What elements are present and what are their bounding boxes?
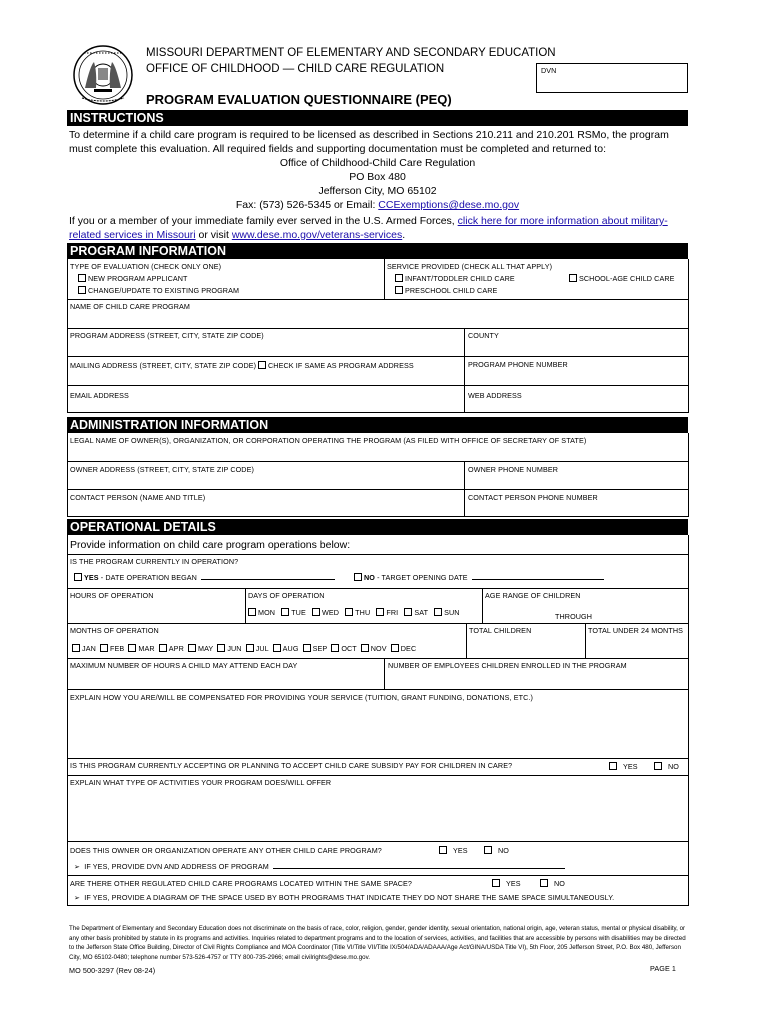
other-program-question: DOES THIS OWNER OR ORGANIZATION OPERATE ANY OTHER CHILD CARE PROGRAM? (70, 846, 382, 855)
veterans-services-link[interactable]: www.dese.mo.gov/veterans-services (231, 229, 403, 241)
mailing-address-field[interactable]: MAILING ADDRESS (STREET, CITY, STATE ZIP CODE) (70, 361, 257, 370)
type-of-evaluation-label: TYPE OF EVALUATION (CHECK ONLY ONE) (70, 262, 222, 271)
subsidy-yes-checkbox[interactable]: YES (609, 762, 638, 771)
other-program-yes-checkbox[interactable]: YES (439, 846, 468, 855)
administration-information-header: ADMINISTRATION INFORMATION (67, 417, 688, 433)
month-nov-checkbox[interactable]: NOV (361, 644, 387, 653)
months-checkboxes (72, 644, 416, 653)
month-aug-checkbox[interactable]: AUG (273, 644, 299, 653)
month-oct-checkbox[interactable]: OCT (331, 644, 356, 653)
service-provided-label: SERVICE PROVIDED (CHECK ALL THAT APPLY) (387, 262, 553, 271)
day-thu-checkbox[interactable]: THU (345, 608, 370, 617)
military-services-link[interactable]: click here for more information about military-related services in Missouri (69, 215, 668, 241)
web-address-field[interactable]: WEB ADDRESS (468, 391, 522, 400)
month-jun-checkbox[interactable]: JUN (217, 644, 241, 653)
return-address-pobox: PO Box 480 (349, 171, 406, 183)
month-sep-checkbox[interactable]: SEP (303, 644, 328, 653)
page-title: PROGRAM EVALUATION QUESTIONNAIRE (PEQ) (146, 92, 452, 107)
day-mon-checkbox[interactable]: MON (248, 608, 275, 617)
return-address-city: Jefferson City, MO 65102 (318, 185, 437, 197)
military-info (69, 214, 689, 242)
military-text: If you or a member of your immediate family ever served in the U.S. Armed Forces, (69, 215, 458, 227)
hours-of-operation-field[interactable]: HOURS OF OPERATION (70, 591, 154, 600)
other-program-dvn-field[interactable]: ➢ IF YES, PROVIDE DVN AND ADDRESS OF PROGRAM (74, 861, 565, 871)
same-space-no-checkbox[interactable]: NO (540, 879, 565, 888)
office-name: OFFICE OF CHILDHOOD — CHILD CARE REGULATION (146, 63, 445, 75)
same-as-program-address-checkbox[interactable]: CHECK IF SAME AS PROGRAM ADDRESS (258, 361, 414, 370)
month-feb-checkbox[interactable]: FEB (100, 644, 124, 653)
operational-details-header: OPERATIONAL DETAILS (67, 519, 688, 535)
email-address-field[interactable]: EMAIL ADDRESS (70, 391, 129, 400)
missouri-seal-logo (72, 44, 134, 106)
department-name: MISSOURI DEPARTMENT OF ELEMENTARY AND SECONDARY EDUCATION (146, 47, 556, 59)
same-space-question: ARE THERE OTHER REGULATED CHILD CARE PROGRAMS LOCATED WITHIN THE SAME SPACE? (70, 879, 413, 888)
month-may-checkbox[interactable]: MAY (188, 644, 213, 653)
program-phone-field[interactable]: PROGRAM PHONE NUMBER (468, 360, 568, 369)
military-end: . (402, 229, 406, 241)
dvn-label: DVN (541, 66, 557, 75)
nondiscrimination-notice: The Department of Elementary and Secondary Education does not discriminate on the basis of race, color, religion, gender, gender identity, sexual orientation, national origin, age, veteran status, mental or physical disability, or any other basis prohibited by statute in its programs and activities. Inquiries related to department programs and to the location of services, activities, and facilities that are accessible by persons with disabilities may be directed to the Jefferson State Office Building, Director of Civil Rights Compliance and MOA Coordinator (Title VI/Title VII/Title IX/504/ADA/ADAAA/Age Act/GINA/USDA Title VI), 5th Floor, 205 Jefferson Street, P.O. Box 480, Jefferson City, MO 65102-0480; telephone number 573-526-4757 or TTY 800-735-2966; email civilrights@dese.mo.gov. (69, 925, 686, 961)
day-fri-checkbox[interactable]: FRI (376, 608, 398, 617)
day-sun-checkbox[interactable]: SUN (434, 608, 459, 617)
same-space-diagram-note: ➢ IF YES, PROVIDE A DIAGRAM OF THE SPACE USED BY BOTH PROGRAMS THAT INDICATE THEY DO NOT SHARE THE SAME SPACE SIMULTANEOUSLY. (74, 893, 615, 902)
dvn-field[interactable] (536, 63, 688, 93)
school-age-checkbox[interactable]: SCHOOL-AGE CHILD CARE (569, 274, 675, 283)
month-mar-checkbox[interactable]: MAR (128, 644, 154, 653)
arrow-bullet-icon: ➢ (74, 893, 81, 902)
instructions-header: INSTRUCTIONS (67, 110, 688, 126)
infant-toddler-checkbox[interactable]: INFANT/TODDLER CHILD CARE (395, 274, 515, 283)
compensation-field[interactable]: EXPLAIN HOW YOU ARE/WILL BE COMPENSATED FOR PROVIDING YOUR SERVICE (TUITION, GRANT FUNDING, DONATIONS, ETC.) (70, 693, 534, 702)
total-under-24-months-field[interactable]: TOTAL UNDER 24 MONTHS (588, 626, 684, 635)
day-wed-checkbox[interactable]: WED (312, 608, 339, 617)
instructions-text: To determine if a child care program is required to be licensed as described in Sections 210.211 and 210.201 RSMo, the program must complete this evaluation. All required fields and supporting documentation must be completed and returned to: (69, 129, 669, 155)
fax-email-line (67, 198, 688, 212)
month-dec-checkbox[interactable]: DEC (391, 644, 416, 653)
military-mid: or visit (195, 229, 232, 241)
subsidy-question: IS THIS PROGRAM CURRENTLY ACCEPTING OR PLANNING TO ACCEPT CHILD CARE SUBSIDY PAY FOR CHILDREN IN CARE? (70, 761, 513, 770)
max-hours-field[interactable]: MAXIMUM NUMBER OF HOURS A CHILD MAY ATTEND EACH DAY (70, 661, 298, 670)
operations-intro: Provide information on child care program operations below: (70, 539, 351, 551)
form-number: MO 500-3297 (Rev 08-24) (69, 966, 156, 975)
month-jul-checkbox[interactable]: JUL (246, 644, 269, 653)
total-children-field[interactable]: TOTAL CHILDREN (469, 626, 532, 635)
month-apr-checkbox[interactable]: APR (159, 644, 184, 653)
arrow-bullet-icon: ➢ (74, 862, 81, 871)
age-through-label: THROUGH (555, 612, 593, 621)
contact-person-field[interactable]: CONTACT PERSON (NAME AND TITLE) (70, 493, 206, 502)
contact-phone-field[interactable]: CONTACT PERSON PHONE NUMBER (468, 493, 598, 502)
owner-phone-field[interactable]: OWNER PHONE NUMBER (468, 465, 559, 474)
months-of-operation-label: MONTHS OF OPERATION (70, 626, 159, 635)
legal-name-field[interactable]: LEGAL NAME OF OWNER(S), ORGANIZATION, OR CORPORATION OPERATING THE PROGRAM (AS FILED WITH OFFICE OF SECRETARY OF STATE) (70, 436, 587, 445)
email-link[interactable]: CCExemptions@dese.mo.gov (378, 199, 520, 211)
currently-in-operation-label: IS THE PROGRAM CURRENTLY IN OPERATION? (70, 557, 239, 566)
program-address-field[interactable]: PROGRAM ADDRESS (STREET, CITY, STATE ZIP CODE) (70, 331, 264, 340)
program-information-header: PROGRAM INFORMATION (67, 243, 688, 259)
days-checkboxes (248, 608, 460, 617)
activities-field[interactable]: EXPLAIN WHAT TYPE OF ACTIVITIES YOUR PROGRAM DOES/WILL OFFER (70, 778, 332, 787)
month-jan-checkbox[interactable]: JAN (72, 644, 96, 653)
new-program-checkbox[interactable]: NEW PROGRAM APPLICANT (78, 274, 188, 283)
owner-address-field[interactable]: OWNER ADDRESS (STREET, CITY, STATE ZIP CODE) (70, 465, 254, 474)
fax-text: Fax: (573) 526-5345 or Email: (235, 199, 379, 211)
preschool-checkbox[interactable]: PRESCHOOL CHILD CARE (395, 286, 497, 295)
no-target-opening-checkbox[interactable]: NO - TARGET OPENING DATE (354, 572, 604, 582)
program-name-field[interactable]: NAME OF CHILD CARE PROGRAM (70, 302, 191, 311)
other-program-no-checkbox[interactable]: NO (484, 846, 509, 855)
yes-operation-began-checkbox[interactable]: YES - DATE OPERATION BEGAN (74, 572, 335, 582)
subsidy-no-checkbox[interactable]: NO (654, 762, 679, 771)
same-space-yes-checkbox[interactable]: YES (492, 879, 521, 888)
day-sat-checkbox[interactable]: SAT (404, 608, 428, 617)
employees-enrolled-field[interactable]: NUMBER OF EMPLOYEES CHILDREN ENROLLED IN THE PROGRAM (388, 661, 627, 670)
county-field[interactable]: COUNTY (468, 331, 499, 340)
return-address-office: Office of Childhood-Child Care Regulation (279, 157, 476, 169)
page-number: PAGE 1 (650, 964, 677, 973)
days-of-operation-label: DAYS OF OPERATION (248, 591, 325, 600)
day-tue-checkbox[interactable]: TUE (281, 608, 306, 617)
change-update-checkbox[interactable]: CHANGE/UPDATE TO EXISTING PROGRAM (78, 286, 239, 295)
age-range-label: AGE RANGE OF CHILDREN (485, 591, 581, 600)
